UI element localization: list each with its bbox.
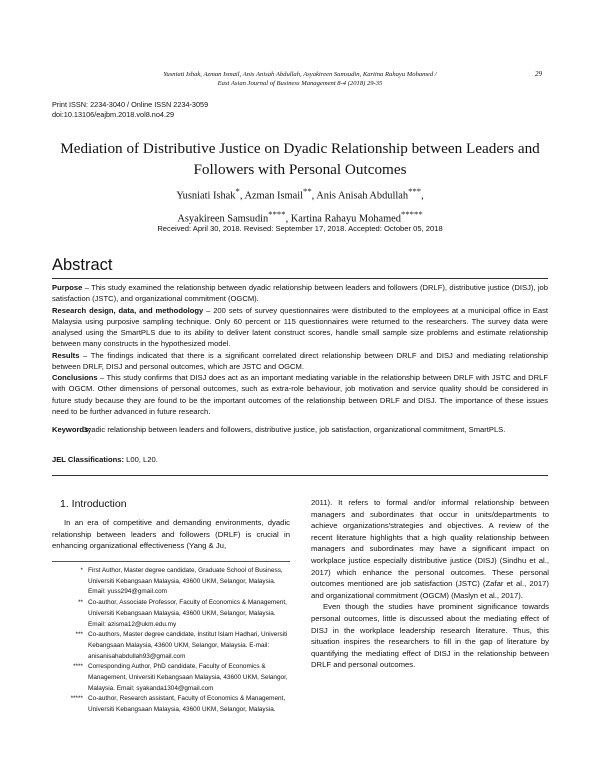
- footnote-text: Co-author, Research assistant, Faculty of Economics & Management, Universiti Kebangsaan Malaysia, 43600 UKM, Selangor, Malaysia.: [88, 695, 286, 714]
- page-number: 29: [535, 70, 542, 78]
- issn-block: [52, 100, 208, 120]
- issn-line: Print ISSN: 2234-3040 / Online ISSN 2234-3059: [52, 100, 209, 109]
- author-name: Kartina Rahayu Mohamed: [290, 213, 401, 225]
- footnotes: [52, 566, 292, 716]
- footnote-mark: ***: [75, 631, 83, 639]
- author-list: [60, 182, 540, 229]
- paper-title-line-1: Mediation of Distributive Justice on Dyadic Relationship between Leaders and: [60, 140, 540, 157]
- abstract-top-rule: [52, 278, 548, 279]
- results-text: – The findings indicated that there is a significant correlated direct relationship between DRLF and DISJ and mediating relationship between DRLF, DISJ and personal outcomes, which are JSTC and OGCM.: [52, 350, 548, 371]
- author-mark: ****: [268, 209, 286, 220]
- running-header: [100, 70, 500, 88]
- results-label: Results: [52, 350, 80, 360]
- author-mark: *: [235, 186, 240, 196]
- author-mark: **: [303, 186, 312, 196]
- paper-title: [40, 138, 560, 180]
- jel-label: JEL Classifications:: [52, 455, 125, 464]
- footnote-item: [52, 630, 292, 662]
- author-line-1: Yusniati Ishak*, Azman Ismail**, Anis Anisah Abdullah***,: [176, 186, 424, 202]
- footnote-text: Co-author, Associate Professor, Faculty of Economics & Management, Universiti Kebangsaan Malaysia, 43600 UKM, Selangor, Malaysia. Email: azisma12@ukm.edu.my: [88, 599, 287, 628]
- design-text: – 200 sets of survey questionnaires were distributed to the employees at a municipal office in East Malaysia using purposive sampling technique. Only 60 percent or 115 questionnaires were returned to the researchers. The survey data were analysed using the SmartPLS due to its ability to deliver latent construct scores, handle small sample size problems and estimate relationship between many constructs in the hypothesized model.: [52, 305, 548, 349]
- footnote-item: [52, 694, 292, 715]
- doi-line: doi:10.13106/eajbm.2018.vol8.no4.29: [52, 110, 175, 119]
- footnote-rule: [52, 561, 290, 562]
- conclusions-text: – This study confirms that DISJ does act as an important mediating variable in the relationship between DRLF with JSTC and DRLF with OGCM. Other dimensions of personal outcomes, such as extra-role behaviour, job motivation and service quality should be considered in future study because they are found to be the important outcomes of the relationship between DRLF and DISJ. The importance of these issues need to be further advanced in future research.: [52, 373, 548, 416]
- author-name: Azman Ismail: [244, 190, 304, 202]
- footnote-mark: ****: [73, 663, 83, 671]
- author-line-2: Asyakireen Samsudin****, Kartina Rahayu Mohamed*****: [177, 209, 423, 225]
- abstract-results: [52, 350, 548, 373]
- intro-left-paragraph: In an era of competitive and demanding environments, dyadic relationship between leaders and followers (DRLF) is crucial in enhancing organizational effectiveness (Yang & Ju,: [52, 518, 290, 551]
- intro-right-column: [311, 497, 549, 671]
- footnote-text: First Author, Master degree candidate, Graduate School of Business, Universiti Kebangsaan Malaysia, 43600 UKM, Selangor, Malaysia. Email: yuss294@gmail.com: [88, 567, 283, 596]
- footnote-mark: *****: [70, 695, 83, 703]
- received-dates: Received: April 30, 2018. Revised: September 17, 2018. Accepted: October 05, 2018: [157, 224, 443, 233]
- purpose-label: Purpose: [52, 283, 83, 292]
- keywords: [52, 424, 548, 435]
- footnote-mark: **: [78, 599, 83, 607]
- abstract-bottom-rule: [52, 475, 548, 476]
- footnote-item: [52, 662, 292, 694]
- abstract-purpose: [52, 282, 548, 305]
- jel-classifications: [52, 455, 158, 464]
- author-mark: *****: [401, 209, 423, 220]
- jel-text: L00, L20.: [124, 455, 158, 464]
- author-name: Yusniati Ishak: [176, 190, 236, 202]
- running-header-authors: Yusniati Ishak, Azman Ismail, Anis Anisah Abdullah, Asyakireen Samsudin, Kartina Rahayu Mohamed /: [163, 71, 437, 78]
- purpose-text: – This study examined the relationship between dyadic relationship between leaders and followers (DRLF), distributive justice (DISJ), job satisfaction (JSTC), and organizational commitment (OGCM).: [52, 283, 548, 304]
- abstract-heading: Abstract: [52, 256, 113, 274]
- author-mark: ***: [408, 186, 422, 196]
- intro-right-paragraph-2: Even though the studies have prominent significance towards personal outcomes, little is discussed about the mediating effect of DISJ in the workplace leadership research literature. Thus, this situation inspires the researchers to fill in the gap of literature by quantifying the mediating effect of DISJ in the relationship between DRLF and personal outcomes.: [311, 602, 549, 670]
- conclusions-label: Conclusions: [52, 373, 98, 382]
- abstract-conclusions: [52, 372, 548, 417]
- footnote-text: Corresponding Author, PhD candidate, Faculty of Economics & Management, Universiti Kebangsaan Malaysia, 43600 UKM, Selangor, Malaysia. Email: syakanda1304@gmail.com: [88, 663, 288, 692]
- footnote-mark: *: [80, 567, 83, 574]
- author-name: Anis Anisah Abdullah: [316, 190, 409, 202]
- footnote-item: [52, 566, 292, 598]
- section-heading-introduction: 1. Introduction: [60, 498, 127, 510]
- design-label: Research design, data, and methodology: [52, 305, 204, 315]
- intro-right-paragraph-1: 2011). It refers to formal and/or informal relationship between managers and subordinates that occur in units/departments to achieve organizations'strategies and objectives. A review of the recent literature highlights that a high quality relationship between managers and subordinates may have a significant impact on workplace justice especially distributive justice (DISJ) (Sindhu et al., 2017) which enhance the personal outcomes. These personal outcomes mentioned are job satisfaction (JSTC) (Zafar et al., 2017) and organizational commitment (OGCM) (Maslyn et al., 2017).: [311, 498, 549, 600]
- abstract-design: [52, 305, 548, 350]
- author-name: Asyakireen Samsudin: [177, 213, 269, 225]
- keywords-text: Dyadic relationship between leaders and followers, distributive justice, job satisfaction, organizational commitment, SmartPLS.: [82, 425, 506, 434]
- paper-title-line-2: Followers with Personal Outcomes: [193, 161, 407, 178]
- running-header-journal: East Asian Journal of Business Management 8-4 (2018) 29-35: [217, 80, 383, 87]
- footnote-text: Co-authors, Master degree candidate, Institut Islam Hadhari, Universiti Kebangsaan Malaysia, 43600 UKM, Selangor, Malaysia. E-mail: anisanisahabdullah93@gmail.com: [88, 631, 288, 660]
- footnote-item: [52, 598, 292, 630]
- keywords-label: Keywords:: [52, 425, 91, 434]
